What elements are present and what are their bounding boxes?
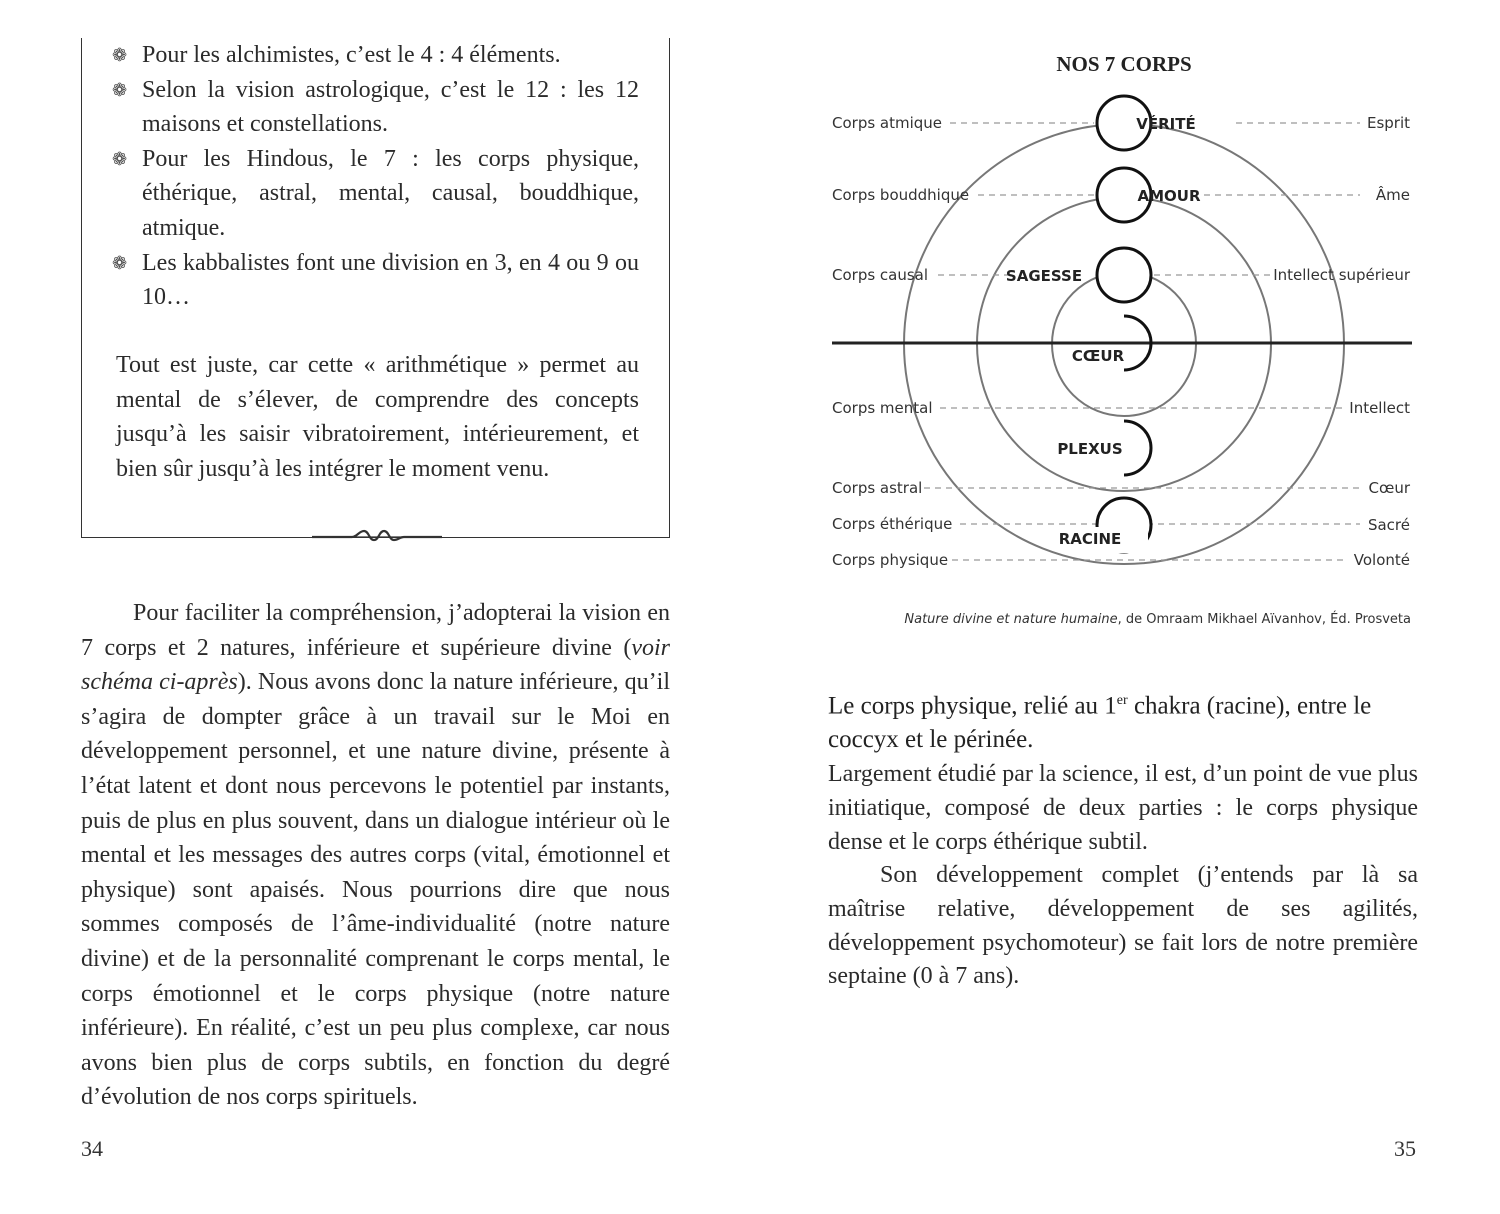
list-item: ❁ Selon la vision astrologique, c’est le 12 : les 12 maisons et constellations.: [142, 73, 639, 142]
ornament-icon: [312, 526, 442, 546]
diagram-title: NOS 7 CORPS: [1056, 52, 1192, 76]
aspect-label: Sacré: [1367, 516, 1410, 534]
flower-bullet-icon: ❁: [112, 148, 128, 169]
flower-bullet-icon: ❁: [112, 45, 128, 65]
body-label: Corps causal: [832, 266, 929, 284]
aspect-label: Intellect supérieur: [1273, 266, 1410, 284]
body-label: Corps atmique: [832, 114, 943, 132]
body-label: Corps bouddhique: [832, 186, 970, 204]
body-paragraph: Pour faciliter la compréhension, j’adopterai la vision en 7 corps et 2 natures, inférieure et supérieure divine (voir schéma ci-après). Nous avons donc la nature inférieure, qu’il s’agira de dompter grâce à un travail sur le Moi en développement personnel, et une nature divine, présente à l’état latent et dont nous percevons le potentiel par instants, puis de plus en plus souvent, dans un dialogue intérieur où le mental et les messages des autres corps (vital, émotionnel et physique) sont apaisés. Nous pourrions dire que nous sommes composés de l’âme-individualité (notre nature divine) et de la personnalité comprenant le corps mental, le corps émotionnel et le corps physique (notre nature inférieure). En réalité, c’est un peu plus complexe, car nous avons bien plus de corps subtils, en fonction du degré d’évolution de nos corps spirituels.: [81, 600, 670, 1111]
chakra-circles: [1097, 96, 1151, 552]
chakra-label: SAGESSE: [1005, 267, 1083, 285]
box-paragraph: Tout est juste, car cette « arithmétique » permet au mental de s’élever, de comprendre des concepts jusqu’à les saisir vibratoirement, intérieurement, et bien sûr jusqu’à les intégrer le moment venu.: [116, 352, 639, 482]
body-label: Corps mental: [832, 399, 933, 417]
chakra-label: CŒUR: [1071, 347, 1125, 365]
bullet-list: [112, 38, 639, 315]
aspect-label: Intellect: [1349, 399, 1410, 417]
aspect-label: Esprit: [1366, 114, 1410, 132]
list-item: ❁ Pour les Hindous, le 7 : les corps physique, éthérique, astral, mental, causal, bouddhique, atmique.: [142, 142, 639, 246]
body-label: Corps éthérique: [832, 515, 953, 533]
section-heading: Le corps physique, relié au 1er chakra (racine), entre le coccyx et le périnée.: [828, 692, 1372, 754]
chakra-label: PLEXUS: [1057, 440, 1123, 458]
seven-bodies-diagram: [828, 44, 1418, 584]
aspect-label: Âme: [1375, 186, 1410, 204]
chakra-label: AMOUR: [1137, 187, 1201, 205]
body-paragraph: Son développement complet (j’entends par là sa maîtrise relative, développement de ses agilités, développement psychomoteur) se fait lors de notre première septaine (0 à 7 ans).: [828, 862, 1418, 990]
page-number: 34: [81, 1136, 103, 1161]
right-page: [750, 0, 1500, 1214]
list-item: ❁ Les kabbalistes font une division en 3, en 4 ou 9 ou 10…: [142, 246, 639, 315]
body-label: Corps physique: [832, 551, 949, 569]
aspect-label: Cœur: [1368, 479, 1410, 497]
chakra-label: RACINE: [1058, 530, 1122, 548]
chakra-label: VÉRITÉ: [1136, 115, 1196, 133]
chakra-arc: [1124, 421, 1151, 475]
chakra-circle: [1097, 248, 1151, 302]
framed-box: [81, 38, 670, 538]
aspect-label: Volonté: [1353, 551, 1410, 569]
body-paragraph: Largement étudié par la science, il est, d’un point de vue plus initiatique, composé de deux parties : le corps physique dense et le corps éthérique subtil.: [828, 761, 1418, 855]
list-item: ❁ Pour les alchimistes, c’est le 4 : 4 éléments.: [142, 38, 639, 73]
diagram-caption: Nature divine et nature humaine, de Omraam Mikhael Aïvanhov, Éd. Prosveta: [904, 612, 1411, 627]
flower-bullet-icon: ❁: [112, 79, 128, 100]
flower-bullet-icon: ❁: [112, 252, 128, 273]
body-label: Corps astral: [832, 479, 923, 497]
page-number: 35: [1394, 1136, 1416, 1161]
